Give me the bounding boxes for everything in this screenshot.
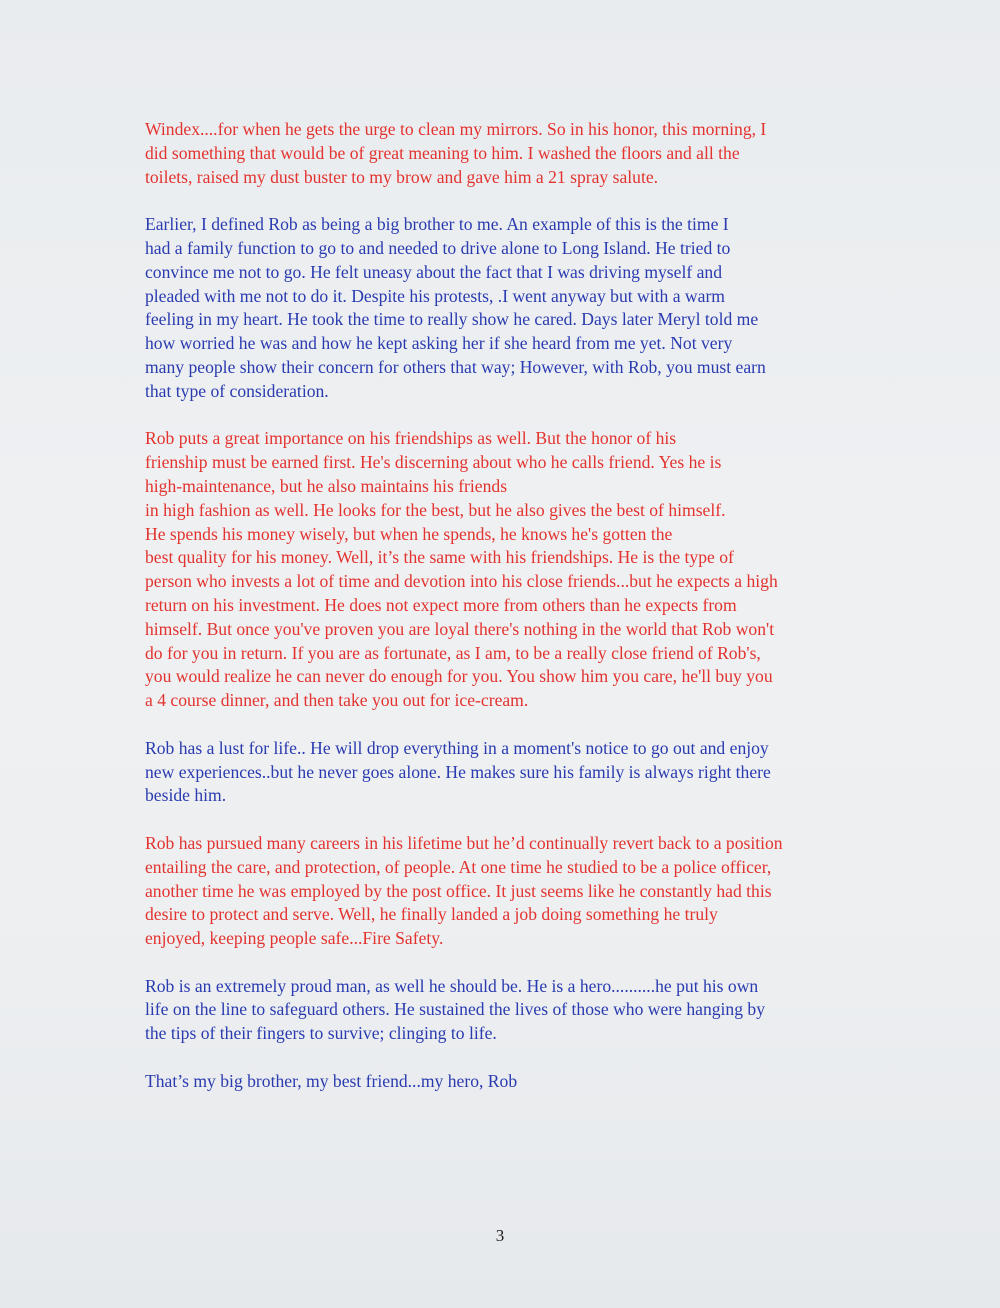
paragraph-careers: Rob has pursued many careers in his lifetime but he’d continually revert back to a position entailing the care, and protection, of people. At one time he studied to be a police officer, another time he was employed by the post office. It just seems like he constantly had this desire to protect and serve. Well, he finally landed a job doing something he truly enjoyed, keeping people safe...Fire Safety.: [145, 832, 783, 949]
paragraph-friendships: Rob puts a great importance on his friendships as well. But the honor of his frienship must be earned first. He's discerning about who he calls friend. Yes he is high-maintenance, but he also maintains his friends in high fashion as well. He looks for the best, but he also gives the best of himself. He spends his money wisely, but when he spends, he knows he's gotten the best quality for his money. Well, it’s the same with his friendships. He is the type of person who invests a lot of time and devotion into his close friends...but he expects a high return on his investment. He does not expect more from others than he expects from himself. But once you've proven you are loyal there's nothing in the world that Rob won't do for you in return. If you are as fortunate, as I am, to be a really close friend of Rob's, you would realize he can never do enough for you. You show him you care, he'll buy you a 4 course dinner, and then take you out for ice-cream.: [145, 428, 778, 711]
paragraph-big-brother: Earlier, I defined Rob as being a big brother to me. An example of this is the time I had a family function to go to and needed to drive alone to Long Island. He tried to convince me not to go. He felt uneasy about the fact that I was driving myself and pleaded with me not to do it. Despite his protests, .I went anyway but with a warm feeling in my heart. He took the time to really show he cared. Days later Meryl told me how worried he was and how he kept asking her if she heard from me yet. Not very many people show their concern for others that way; However, with Rob, you must earn that type of consideration.: [145, 214, 766, 401]
page-number: 3: [495, 1226, 505, 1245]
paragraph-lust-for-life: Rob has a lust for life.. He will drop everything in a moment's notice to go out and enjoy new experiences..but he never goes alone. He makes sure his family is always right there beside him.: [145, 737, 771, 806]
paragraph-closing: That’s my big brother, my best friend...my hero, Rob: [145, 1070, 518, 1091]
body-text: [145, 118, 865, 1117]
paragraph-hero: Rob is an extremely proud man, as well he should be. He is a hero..........he put his own life on the line to safeguard others. He sustained the lives of those who were hanging by the tips of their fingers to survive; clinging to life.: [145, 975, 766, 1044]
paragraph-windex-salute: Windex....for when he gets the urge to clean my mirrors. So in his honor, this morning, I did something that would be of great meaning to him. I washed the floors and all the toilets, raised my dust buster to my brow and gave him a 21 spray salute.: [145, 119, 767, 187]
